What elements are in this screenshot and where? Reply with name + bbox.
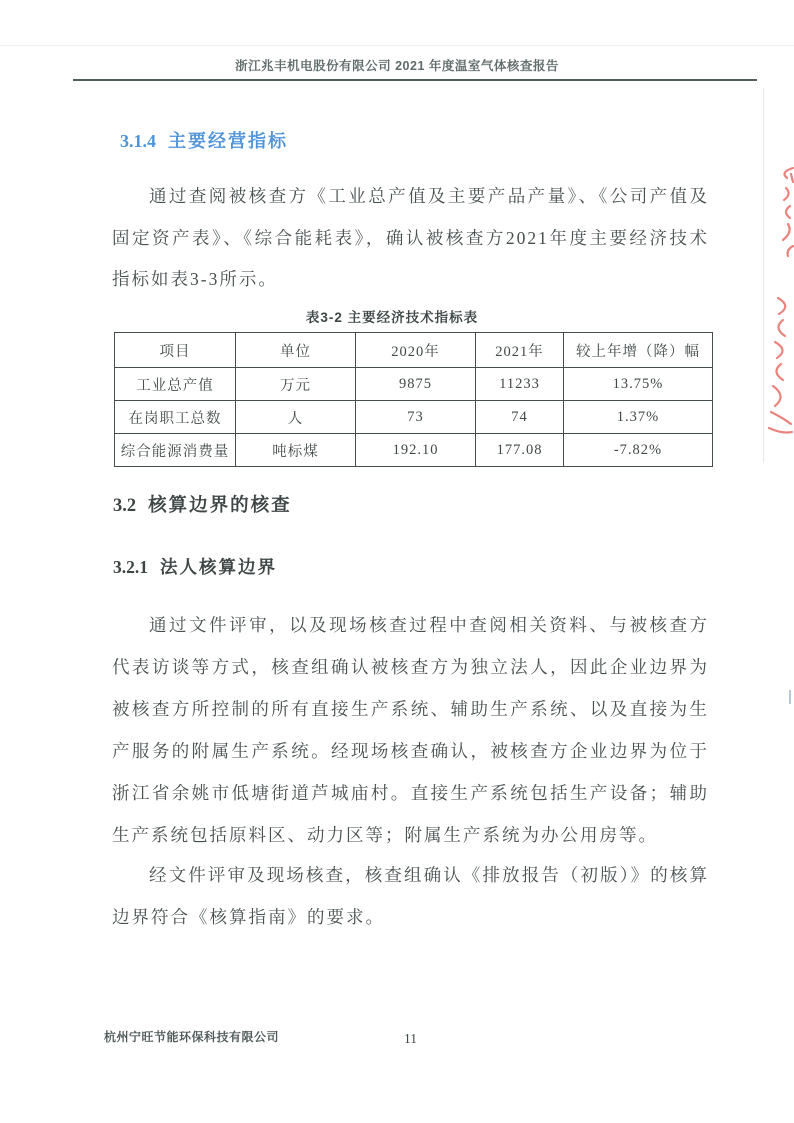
table-row bbox=[115, 401, 713, 434]
table-cell: 177.08 bbox=[476, 434, 564, 467]
table-row bbox=[115, 434, 713, 467]
table-cell: 工业总产值 bbox=[115, 368, 236, 401]
section-heading-3-2 bbox=[113, 491, 292, 517]
table-cell: 综合能源消费量 bbox=[115, 434, 236, 467]
table-cell: 在岗职工总数 bbox=[115, 401, 236, 434]
page-header-title: 浙江兆丰机电股份有限公司 2021 年度温室气体核查报告 bbox=[235, 59, 559, 73]
footer-company-name: 杭州宁旺节能环保科技有限公司 bbox=[104, 1030, 280, 1044]
table-cell: 人 bbox=[236, 401, 356, 434]
scan-artifact-blue-dash bbox=[789, 690, 791, 704]
table-cell: 192.10 bbox=[356, 434, 476, 467]
table-header-cell: 单位 bbox=[236, 333, 356, 368]
table-cell: 1.37% bbox=[564, 401, 713, 434]
table-cell: 11233 bbox=[476, 368, 564, 401]
section-title: 主要经营指标 bbox=[168, 131, 288, 151]
table-cell: 73 bbox=[356, 401, 476, 434]
scan-artifact-line bbox=[0, 45, 794, 46]
table-header-cell: 项目 bbox=[115, 333, 236, 368]
section-number: 3.2.1 bbox=[113, 557, 148, 577]
table-cell: 74 bbox=[476, 401, 564, 434]
table-header-cell: 2020年 bbox=[356, 333, 476, 368]
paragraph-legal-boundary-1: 通过文件评审，以及现场核查过程中查阅相关资料、与被核查方代表访谈等方式，核查组确认被核查方为独立法人，因此企业边界为被核查方所控制的所有直接生产系统、辅助生产系统、以及直接为生产服务的附属生产系统。经现场核查确认，被核查方企业边界为位于浙江省余姚市低塘街道芦城庙村。直接生产系统包括生产设备；辅助生产系统包括原料区、动力区等；附属生产系统为办公用房等。 bbox=[112, 615, 709, 845]
section-number: 3.1.4 bbox=[120, 131, 156, 151]
table-header-row bbox=[115, 333, 713, 368]
section-heading-3-2-1 bbox=[113, 554, 277, 579]
header-rule bbox=[73, 79, 757, 81]
table-cell: 13.75% bbox=[564, 368, 713, 401]
section-heading-3-1-4 bbox=[120, 127, 288, 153]
red-ink-marks bbox=[764, 160, 794, 445]
table-cell: 吨标煤 bbox=[236, 434, 356, 467]
paragraph-economic-indicators: 通过查阅被核查方《工业总产值及主要产品产量》、《公司产值及固定资产表》、《综合能耗表》，确认被核查方2021年度主要经济技术指标如表3-3所示。 bbox=[112, 186, 709, 289]
table-cell: 万元 bbox=[236, 368, 356, 401]
table-row bbox=[115, 368, 713, 401]
page-number: 11 bbox=[404, 1031, 417, 1046]
table-caption: 表3-2 主要经济技术指标表 bbox=[305, 310, 479, 325]
table-cell: 9875 bbox=[356, 368, 476, 401]
section-title: 核算边界的核查 bbox=[148, 494, 292, 515]
paragraph-legal-boundary-2: 经文件评审及现场核查，核查组确认《排放报告（初版）》的核算边界符合《核算指南》的要求。 bbox=[112, 865, 709, 927]
table-header-cell: 较上年增（降）幅 bbox=[564, 333, 713, 368]
economic-indicators-table bbox=[114, 332, 713, 467]
table-cell: -7.82% bbox=[564, 434, 713, 467]
section-title: 法人核算边界 bbox=[160, 557, 277, 577]
table-header-cell: 2021年 bbox=[476, 333, 564, 368]
section-number: 3.2 bbox=[113, 496, 137, 516]
page-edge-shadow bbox=[763, 88, 764, 463]
